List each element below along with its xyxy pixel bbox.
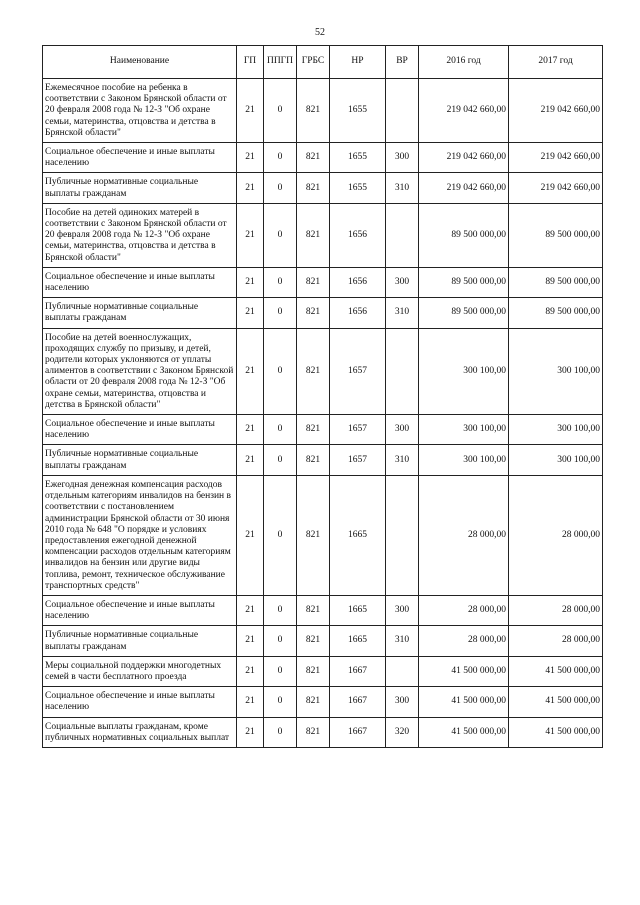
row-amount-2017: 219 042 660,00	[509, 143, 603, 173]
table-row	[43, 328, 603, 414]
row-nr: 1665	[330, 475, 386, 595]
row-ppgp: 0	[264, 656, 297, 686]
row-gp: 21	[237, 415, 264, 445]
row-vr: 310	[386, 173, 419, 203]
row-vr	[386, 475, 419, 595]
row-amount-2017: 300 100,00	[509, 328, 603, 414]
header-2017: 2017 год	[509, 46, 603, 79]
row-amount-2017: 89 500 000,00	[509, 203, 603, 267]
row-gp: 21	[237, 267, 264, 297]
row-amount-2016: 300 100,00	[419, 328, 509, 414]
row-nr: 1655	[330, 173, 386, 203]
row-grbs: 821	[297, 143, 330, 173]
table-row	[43, 79, 603, 143]
row-vr: 310	[386, 445, 419, 475]
row-nr: 1655	[330, 143, 386, 173]
row-ppgp: 0	[264, 415, 297, 445]
row-name: Ежемесячное пособие на ребенка в соответствии с Законом Брянской области от 20 февраля 2008 года № 12-З "Об охране семьи, материнства, отцовства и детства в Брянской области"	[43, 79, 237, 143]
table-row	[43, 173, 603, 203]
row-grbs: 821	[297, 595, 330, 625]
row-nr: 1657	[330, 328, 386, 414]
row-nr: 1667	[330, 656, 386, 686]
row-grbs: 821	[297, 626, 330, 656]
row-amount-2016: 300 100,00	[419, 445, 509, 475]
row-name: Публичные нормативные социальные выплаты гражданам	[43, 626, 237, 656]
header-gp: ГП	[237, 46, 264, 79]
row-gp: 21	[237, 298, 264, 328]
header-nr: НР	[330, 46, 386, 79]
row-vr: 300	[386, 595, 419, 625]
row-gp: 21	[237, 79, 264, 143]
row-vr: 300	[386, 687, 419, 717]
row-ppgp: 0	[264, 203, 297, 267]
row-amount-2017: 28 000,00	[509, 626, 603, 656]
table-row	[43, 475, 603, 595]
row-ppgp: 0	[264, 173, 297, 203]
row-gp: 21	[237, 203, 264, 267]
row-amount-2017: 89 500 000,00	[509, 298, 603, 328]
table-row	[43, 626, 603, 656]
row-nr: 1665	[330, 595, 386, 625]
table-row	[43, 415, 603, 445]
row-gp: 21	[237, 328, 264, 414]
row-nr: 1656	[330, 267, 386, 297]
row-amount-2017: 41 500 000,00	[509, 717, 603, 747]
row-vr	[386, 203, 419, 267]
row-gp: 21	[237, 595, 264, 625]
table-row	[43, 445, 603, 475]
row-amount-2017: 300 100,00	[509, 415, 603, 445]
row-nr: 1667	[330, 717, 386, 747]
row-nr: 1656	[330, 298, 386, 328]
row-amount-2016: 41 500 000,00	[419, 656, 509, 686]
row-amount-2017: 219 042 660,00	[509, 79, 603, 143]
page-number: 52	[315, 27, 325, 38]
row-ppgp: 0	[264, 298, 297, 328]
row-vr	[386, 656, 419, 686]
row-amount-2016: 41 500 000,00	[419, 717, 509, 747]
row-ppgp: 0	[264, 328, 297, 414]
row-grbs: 821	[297, 656, 330, 686]
row-gp: 21	[237, 687, 264, 717]
table-row	[43, 717, 603, 747]
row-vr: 320	[386, 717, 419, 747]
row-name: Публичные нормативные социальные выплаты гражданам	[43, 298, 237, 328]
row-ppgp: 0	[264, 143, 297, 173]
row-grbs: 821	[297, 328, 330, 414]
row-ppgp: 0	[264, 475, 297, 595]
row-gp: 21	[237, 626, 264, 656]
row-name: Меры социальной поддержки многодетных семей в части бесплатного проезда	[43, 656, 237, 686]
row-amount-2016: 28 000,00	[419, 475, 509, 595]
row-ppgp: 0	[264, 445, 297, 475]
row-vr: 300	[386, 267, 419, 297]
row-vr: 310	[386, 626, 419, 656]
row-name: Публичные нормативные социальные выплаты гражданам	[43, 173, 237, 203]
header-grbs: ГРБС	[297, 46, 330, 79]
row-amount-2017: 219 042 660,00	[509, 173, 603, 203]
row-grbs: 821	[297, 475, 330, 595]
row-name: Пособие на детей военнослужащих, проходящих службу по призыву, и детей, родители которых уклоняются от уплаты алиментов в соответствии с Законом Брянской области от 20 февраля 2008 года № 12-З "Об охране семьи, материнства, отцовства и детства в Брянской области"	[43, 328, 237, 414]
row-amount-2017: 41 500 000,00	[509, 656, 603, 686]
row-grbs: 821	[297, 415, 330, 445]
row-grbs: 821	[297, 173, 330, 203]
row-ppgp: 0	[264, 267, 297, 297]
row-gp: 21	[237, 717, 264, 747]
row-name: Ежегодная денежная компенсация расходов отдельным категориям инвалидов на бензин в соответствии с постановлением администрации Брянской области от 30 июня 2010 года № 648 "О порядке и условиях предоставления ежегодной денежной компенсации расходов отдельным категориям инвалидов на бензин или другие виды топлива, ремонт, техническое обслуживание транспортных средств"	[43, 475, 237, 595]
row-amount-2017: 89 500 000,00	[509, 267, 603, 297]
row-grbs: 821	[297, 717, 330, 747]
header-name: Наименование	[43, 46, 237, 79]
row-name: Социальные выплаты гражданам, кроме публичных нормативных социальных выплат	[43, 717, 237, 747]
row-amount-2016: 219 042 660,00	[419, 173, 509, 203]
row-amount-2017: 300 100,00	[509, 445, 603, 475]
row-name: Социальное обеспечение и иные выплаты населению	[43, 143, 237, 173]
row-gp: 21	[237, 656, 264, 686]
header-vr: ВР	[386, 46, 419, 79]
row-ppgp: 0	[264, 717, 297, 747]
row-name: Пособие на детей одиноких матерей в соответствии с Законом Брянской области от 20 февраля 2008 года № 12-З "Об охране семьи, материнства, отцовства и детства в Брянской области"	[43, 203, 237, 267]
row-amount-2016: 28 000,00	[419, 595, 509, 625]
row-vr: 310	[386, 298, 419, 328]
row-gp: 21	[237, 143, 264, 173]
row-nr: 1655	[330, 79, 386, 143]
row-ppgp: 0	[264, 595, 297, 625]
row-ppgp: 0	[264, 79, 297, 143]
row-amount-2016: 28 000,00	[419, 626, 509, 656]
row-gp: 21	[237, 475, 264, 595]
table-row	[43, 143, 603, 173]
row-amount-2017: 41 500 000,00	[509, 687, 603, 717]
row-amount-2016: 219 042 660,00	[419, 79, 509, 143]
row-grbs: 821	[297, 267, 330, 297]
row-grbs: 821	[297, 298, 330, 328]
row-vr	[386, 328, 419, 414]
row-nr: 1657	[330, 445, 386, 475]
row-vr: 300	[386, 415, 419, 445]
row-grbs: 821	[297, 79, 330, 143]
row-nr: 1665	[330, 626, 386, 656]
row-amount-2016: 41 500 000,00	[419, 687, 509, 717]
row-amount-2017: 28 000,00	[509, 595, 603, 625]
row-grbs: 821	[297, 687, 330, 717]
row-ppgp: 0	[264, 626, 297, 656]
row-nr: 1657	[330, 415, 386, 445]
row-grbs: 821	[297, 203, 330, 267]
row-amount-2016: 219 042 660,00	[419, 143, 509, 173]
row-grbs: 821	[297, 445, 330, 475]
table-row	[43, 298, 603, 328]
row-nr: 1667	[330, 687, 386, 717]
row-name: Социальное обеспечение и иные выплаты населению	[43, 595, 237, 625]
header-ppgp: ППГП	[264, 46, 297, 79]
header-2016: 2016 год	[419, 46, 509, 79]
budget-table	[42, 45, 603, 748]
row-amount-2016: 89 500 000,00	[419, 267, 509, 297]
table-row	[43, 687, 603, 717]
row-amount-2016: 89 500 000,00	[419, 298, 509, 328]
row-amount-2016: 89 500 000,00	[419, 203, 509, 267]
row-amount-2016: 300 100,00	[419, 415, 509, 445]
row-vr	[386, 79, 419, 143]
row-name: Социальное обеспечение и иные выплаты населению	[43, 267, 237, 297]
row-name: Социальное обеспечение и иные выплаты населению	[43, 415, 237, 445]
row-nr: 1656	[330, 203, 386, 267]
row-gp: 21	[237, 445, 264, 475]
row-name: Публичные нормативные социальные выплаты гражданам	[43, 445, 237, 475]
row-vr: 300	[386, 143, 419, 173]
row-name: Социальное обеспечение и иные выплаты населению	[43, 687, 237, 717]
table-row	[43, 656, 603, 686]
table-row	[43, 267, 603, 297]
table-header-row	[43, 46, 603, 79]
row-ppgp: 0	[264, 687, 297, 717]
table-row	[43, 595, 603, 625]
row-gp: 21	[237, 173, 264, 203]
table-row	[43, 203, 603, 267]
row-amount-2017: 28 000,00	[509, 475, 603, 595]
